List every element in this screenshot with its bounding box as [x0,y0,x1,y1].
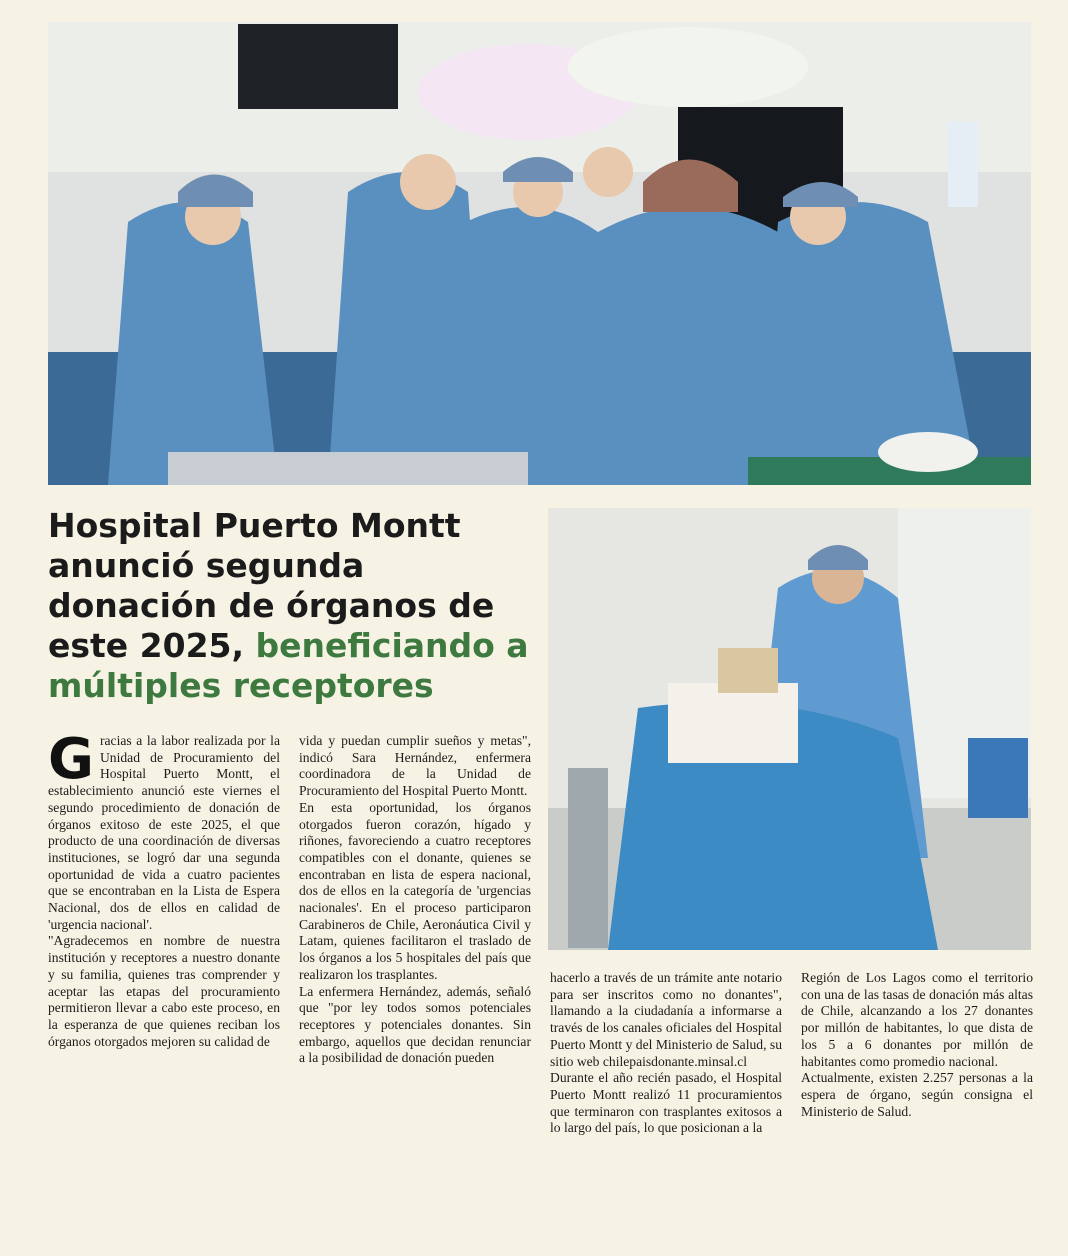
headline-main: Hospital Puerto Montt anunció segunda donación de órganos de este 2025, [48,506,495,665]
headline-accent: beneficiando a múltiples receptores [48,626,529,705]
paragraph: hacerlo a través de un trámite ante notario para ser inscritos como no donantes", llamando a la ciudadanía a informarse a través de los canales oficiales del Hospital Puerto Montt y del Ministerio de Salud, su sitio web chilepaisdonante.minsal.cl [550,970,782,1069]
paragraph: Actualmente, existen 2.257 personas a la espera de órgano, según consigna el Ministerio de Salud. [801,1070,1033,1119]
nurse-preparing-organ-photo [548,508,1031,950]
drop-cap: G [48,727,94,792]
paragraph: Región de Los Lagos como el territorio con una de las tasas de donación más altas de Chile, alcanzando a los 27 donantes por millón de habitantes, lo que dista de los 5 a 6 donantes por millón de habitantes como promedio nacional. [801,970,1033,1069]
paragraph: Durante el año recién pasado, el Hospital Puerto Montt realizó 11 procuramientos que terminaron con trasplantes exitosos a lo largo del país, lo que posicionan a la [550,1070,782,1136]
article-column-1 [48,727,280,1050]
paragraph: La enfermera Hernández, además, señaló que "por ley todos somos potenciales receptores y potenciales donantes. Sin embargo, aquellos que decidan renunciar a la posibilidad de donación pueden [299,983,531,1066]
paragraph: En esta oportunidad, los órganos otorgados fueron corazón, hígado y riñones, favoreciendo a cuatro receptores compatibles con el donante, quienes se encontraban en lista de espera nacional, dos de ellos en la categoría de 'urgencias nacionales'. En el proceso participaron Carabineros de Chile, Aeronáutica Civil y Latam, quienes facilitaron el traslado de los órganos a los 5 hospitales del país que realizaron los trasplantes. [299,799,531,982]
paragraph [48,727,280,933]
article-headline [48,506,538,706]
article-column-3 [550,970,782,1137]
paragraph-text: racias a la labor realizada por la Unidad de Procuramiento del Hospital Puerto Montt, el establecimiento anunció este viernes el segundo procedimiento de donación de órganos exitoso de este 2025, el que producto de una coordinación de diversas instituciones, se logró dar una segunda oportunidad de vida a cuatro pacientes que se encontraban en la Lista de Espera Nacional, dos de ellos en calidad de 'urgencia nacional'. [48,733,280,932]
article-column-2 [299,733,531,1067]
surgery-team-photo [48,22,1031,485]
paragraph: vida y puedan cumplir sueños y metas", indicó Sara Hernández, enfermera coordinadora de la Unidad de Procuramiento del Hospital Puerto Montt. [299,733,531,799]
paragraph: "Agradecemos en nombre de nuestra institución y receptores a nuestro donante y su familia, quienes tras comprender y aceptar las etapas del procuramiento permitieron llevar a cabo este proceso, en la esperanza de que quienes reciban los órganos otorgados mejoren su calidad de [48,933,280,1049]
article-column-4 [801,970,1033,1120]
